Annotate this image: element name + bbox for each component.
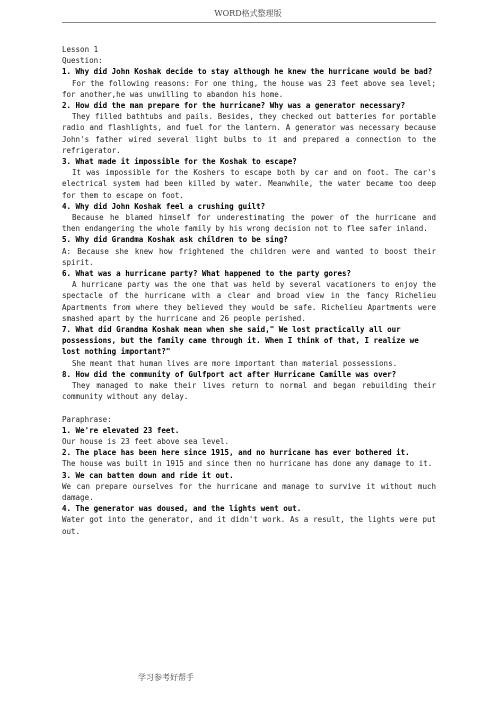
paraphrase-answer-4: Water got into the generator, and it didn't work. As a result, the lights were put out. [62, 515, 436, 536]
question-6: 6. What was a hurricane party? What happened to the party gores? [62, 269, 351, 279]
answer-3: It was impossible for the Koshers to escape both by car and on foot. The car's electrical system had been killed by water. Meanwhile, the water became too deep for them to escape on foot. [62, 168, 436, 200]
paraphrase-3: 3. We can batten down and ride it out. [62, 470, 234, 480]
paraphrase-list [62, 425, 436, 537]
question-1: 1. Why did John Koshak decide to stay although he knew the hurricane would be bad? [62, 67, 433, 77]
paraphrase-answer-3: We can prepare ourselves for the hurricane and manage to survive it without much damage. [62, 481, 436, 502]
answer-1: For the following reasons: For one thing, the house was 23 feet above sea level; for another,he was unwilling to abandon his home. [62, 78, 436, 99]
paraphrase-answer-1: Our house is 23 feet above sea level. [62, 436, 230, 446]
answer-8: They managed to make their lives return to normal and began rebuilding their community without any delay. [62, 381, 436, 402]
question-heading: Question: [62, 56, 103, 66]
paraphrase-2: 2. The place has been here since 1915, and no hurricane has ever bothered it. [62, 448, 410, 458]
header-divider [62, 22, 436, 23]
paraphrase-4: 4. The generator was doused, and the lights went out. [62, 504, 302, 514]
answer-2: They filled bathtubs and pails. Besides, they checked out batteries for portable radio and flashlights, and fuel for the lantern. A generator was necessary because John's father wired several light bulbs to it and prepared a connection to the refrigerator. [62, 112, 436, 155]
question-2: 2. How did the man prepare for the hurricane? Why was a generator necessary? [62, 101, 406, 111]
document-body [62, 44, 436, 537]
section-spacer [62, 403, 436, 414]
paraphrase-heading: Paraphrase: [62, 414, 112, 424]
page-footer: 学习参考好帮手 [138, 673, 194, 682]
answer-5: A: Because she knew how frightened the children were and wanted to boost their spirit. [62, 246, 436, 267]
question-7: 7. What did Grandma Koshak mean when she said," We lost practically all our possessions, but the family came through it. When I think of that, I realize we lost nothing important?" [62, 325, 419, 357]
lesson-title: Lesson 1 [62, 45, 99, 54]
question-3: 3. What made it impossible for the Koshak to escape? [62, 157, 297, 167]
question-4: 4. Why did John Koshak feel a crushing guilt? [62, 201, 266, 211]
answer-6: A hurricane party was the one that was held by several vacationers to enjoy the spectacle of the hurricane with a clear and broad view in the fancy Richelieu Apartments from where they believed they would be safe. Richelieu Apartments were smashed apart by the hurricane and 26 people perished. [62, 280, 436, 323]
paraphrase-answer-2: The house was built in 1915 and since then no hurricane has done any damage to it. [62, 459, 433, 469]
answer-4: Because he blamed himself for underestimating the power of the hurricane and then endangering the whole family by his wrong decision not to flee safer inland. [62, 213, 436, 234]
question-8: 8. How did the community of Gulfport act after Hurricane Camille was over? [62, 369, 397, 379]
question-5: 5. Why did Grandma Koshak ask children to be sing? [62, 235, 288, 245]
page-header: WORD格式整理版 [214, 9, 282, 18]
answer-7: She meant that human lives are more important than material possessions. [72, 358, 398, 368]
paraphrase-1: 1. We're elevated 23 feet. [62, 425, 180, 435]
question-list [62, 66, 436, 402]
